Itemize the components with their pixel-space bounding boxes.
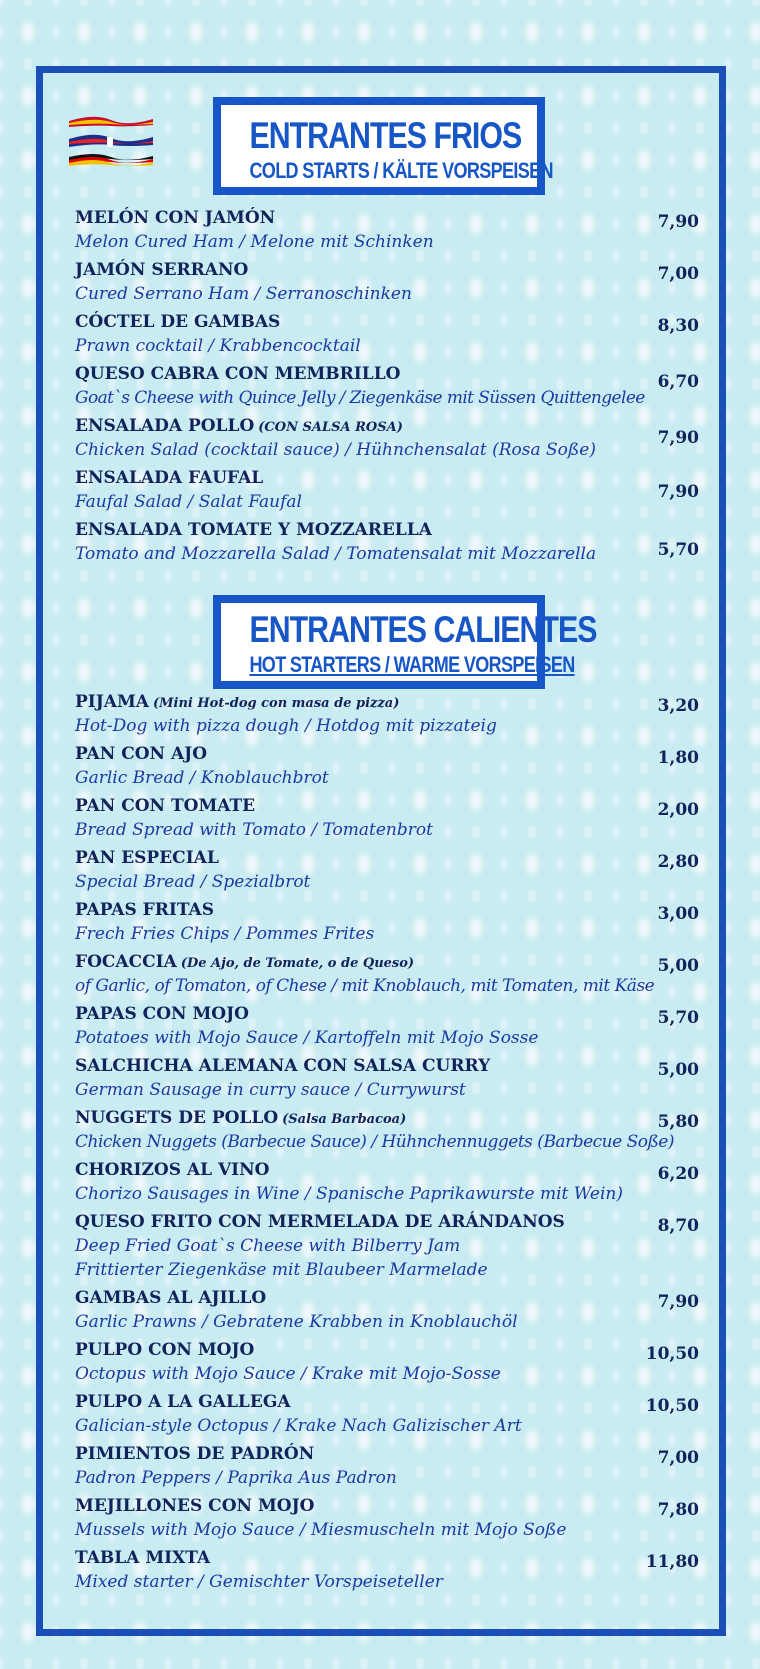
item-name: PAN ESPECIAL — [75, 848, 219, 868]
item-price: 5,00 — [657, 1060, 699, 1080]
menu-item — [75, 1547, 699, 1599]
item-description: Frech Fries Chips / Pommes Frites — [75, 924, 375, 944]
item-price: 5,80 — [657, 1112, 699, 1132]
menu-item — [75, 1159, 699, 1211]
menu-item — [75, 1495, 699, 1547]
item-price: 3,20 — [657, 696, 699, 716]
item-price: 7,90 — [657, 212, 699, 232]
item-name: GAMBAS AL AJILLO — [75, 1288, 267, 1308]
item-price: 3,00 — [657, 904, 699, 924]
item-description: Melon Cured Ham / Melone mit Schinken — [75, 232, 434, 252]
menu-item — [75, 363, 699, 415]
item-name: TABLA MIXTA — [75, 1548, 211, 1568]
item-price: 5,70 — [657, 540, 699, 560]
item-name: QUESO CABRA CON MEMBRILLO — [75, 364, 401, 384]
item-price: 7,90 — [657, 428, 699, 448]
item-name: SALCHICHA ALEMANA CON SALSA CURRY — [75, 1056, 491, 1076]
section-title: ENTRANTES CALIENTES — [249, 609, 597, 650]
item-price: 7,90 — [657, 1292, 699, 1312]
menu-item — [75, 743, 699, 795]
menu-item — [75, 691, 699, 743]
item-note: (CON SALSA ROSA) — [258, 420, 403, 435]
item-price: 7,90 — [657, 482, 699, 502]
item-description: Octopus with Mojo Sauce / Krake mit Mojo-Sosse — [75, 1364, 501, 1384]
item-name: NUGGETS DE POLLO (Salsa Barbacoa) — [75, 1108, 407, 1128]
item-description: Cured Serrano Ham / Serranoschinken — [75, 284, 412, 304]
item-price: 6,70 — [657, 372, 699, 392]
item-name: CHORIZOS AL VINO — [75, 1160, 270, 1180]
item-name: QUESO FRITO CON MERMELADA DE ARÁNDANOS — [75, 1212, 565, 1232]
menu-frame — [36, 66, 726, 1636]
item-name: ENSALADA TOMATE Y MOZZARELLA — [75, 520, 432, 540]
item-price: 6,20 — [657, 1164, 699, 1184]
menu-item — [75, 1287, 699, 1339]
section-subtitle: COLD STARTS / KÄLTE VORSPEISEN — [249, 158, 553, 183]
item-description: Garlic Bread / Knoblauchbrot — [75, 768, 329, 788]
item-description: Galician-style Octopus / Krake Nach Galizischer Art — [75, 1416, 522, 1436]
item-name: PIMIENTOS DE PADRÓN — [75, 1444, 315, 1464]
item-price: 7,00 — [657, 264, 699, 284]
section-subtitle: HOT STARTERS / WARME VORSPEISEN — [249, 652, 575, 677]
item-price: 2,80 — [657, 852, 699, 872]
item-price: 11,80 — [645, 1552, 699, 1572]
section-title: ENTRANTES FRIOS — [249, 115, 522, 156]
item-name: PAPAS CON MOJO — [75, 1004, 249, 1024]
menu-item — [75, 1443, 699, 1495]
menu-item — [75, 259, 699, 311]
item-description-secondary: Frittierter Ziegenkäse mit Blaubeer Marmelade — [75, 1260, 488, 1280]
item-price: 7,00 — [657, 1448, 699, 1468]
menu-item — [75, 951, 699, 1003]
menu-item — [75, 467, 699, 519]
item-price: 2,00 — [657, 800, 699, 820]
item-description: Chicken Salad (cocktail sauce) / Hühnchensalat (Rosa Soße) — [75, 440, 596, 460]
item-price: 5,00 — [657, 956, 699, 976]
menu-items — [43, 73, 719, 1629]
item-price: 5,70 — [657, 1008, 699, 1028]
item-note: (De Ajo, de Tomate, o de Queso) — [180, 956, 415, 971]
item-description: Tomato and Mozzarella Salad / Tomatensalat mit Mozzarella — [75, 544, 597, 564]
menu-item — [75, 1003, 699, 1055]
item-price: 10,50 — [645, 1396, 699, 1416]
item-name: PAN CON AJO — [75, 744, 208, 764]
item-name: CÓCTEL DE GAMBAS — [75, 312, 281, 332]
item-description: Deep Fried Goat`s Cheese with Bilberry Jam — [75, 1236, 461, 1256]
item-price: 8,30 — [657, 316, 699, 336]
menu-item — [75, 1339, 699, 1391]
item-name: PULPO A LA GALLEGA — [75, 1392, 291, 1412]
item-description: of Garlic, of Tomaton, of Chese / mit Knoblauch, mit Tomaten, mit Käse — [75, 976, 655, 996]
item-price: 10,50 — [645, 1344, 699, 1364]
menu-item — [75, 899, 699, 951]
item-name: PAPAS FRITAS — [75, 900, 215, 920]
menu-item — [75, 415, 699, 467]
item-description: Mussels with Mojo Sauce / Miesmuscheln mit Mojo Soße — [75, 1520, 567, 1540]
item-name: PULPO CON MOJO — [75, 1340, 255, 1360]
menu-item — [75, 519, 699, 571]
item-description: Chorizo Sausages in Wine / Spanische Paprikawurste mit Wein) — [75, 1184, 623, 1204]
item-description: Faufal Salad / Salat Faufal — [75, 492, 302, 512]
item-name: MEJILLONES CON MOJO — [75, 1496, 315, 1516]
item-name: PAN CON TOMATE — [75, 796, 256, 816]
item-price: 8,70 — [657, 1216, 699, 1236]
item-price: 1,80 — [657, 748, 699, 768]
item-description: Mixed starter / Gemischter Vorspeiseteller — [75, 1572, 443, 1592]
item-description: Bread Spread with Tomato / Tomatenbrot — [75, 820, 433, 840]
item-description: German Sausage in curry sauce / Currywurst — [75, 1080, 466, 1100]
item-description: Chicken Nuggets (Barbecue Sauce) / Hühnchennuggets (Barbecue Soße) — [75, 1132, 675, 1152]
menu-item — [75, 847, 699, 899]
item-price: 7,80 — [657, 1500, 699, 1520]
item-name: ENSALADA POLLO (CON SALSA ROSA) — [75, 416, 403, 436]
item-name: FOCACCIA (De Ajo, de Tomate, o de Queso) — [75, 952, 415, 972]
menu-item — [75, 311, 699, 363]
item-description: Potatoes with Mojo Sauce / Kartoffeln mit Mojo Sosse — [75, 1028, 539, 1048]
item-name: PIJAMA (Mini Hot-dog con masa de pizza) — [75, 692, 400, 712]
menu-item — [75, 207, 699, 259]
item-note: (Salsa Barbacoa) — [282, 1112, 407, 1127]
item-name: MELÓN CON JAMÓN — [75, 208, 276, 228]
item-description: Goat`s Cheese with Quince Jelly / Ziegenkäse mit Süssen Quittengelee — [75, 388, 645, 408]
menu-item — [75, 1107, 699, 1159]
item-description: Garlic Prawns / Gebratene Krabben in Knoblauchöl — [75, 1312, 518, 1332]
menu-item — [75, 1211, 699, 1287]
menu-item — [75, 1055, 699, 1107]
item-note: (Mini Hot-dog con masa de pizza) — [152, 696, 400, 711]
item-description: Special Bread / Spezialbrot — [75, 872, 311, 892]
item-description: Hot-Dog with pizza dough / Hotdog mit pizzateig — [75, 716, 497, 736]
item-description: Padron Peppers / Paprika Aus Padron — [75, 1468, 397, 1488]
menu-item — [75, 795, 699, 847]
item-name: ENSALADA FAUFAL — [75, 468, 264, 488]
item-name: JAMÓN SERRANO — [75, 260, 249, 280]
item-description: Prawn cocktail / Krabbencocktail — [75, 336, 361, 356]
menu-item — [75, 1391, 699, 1443]
